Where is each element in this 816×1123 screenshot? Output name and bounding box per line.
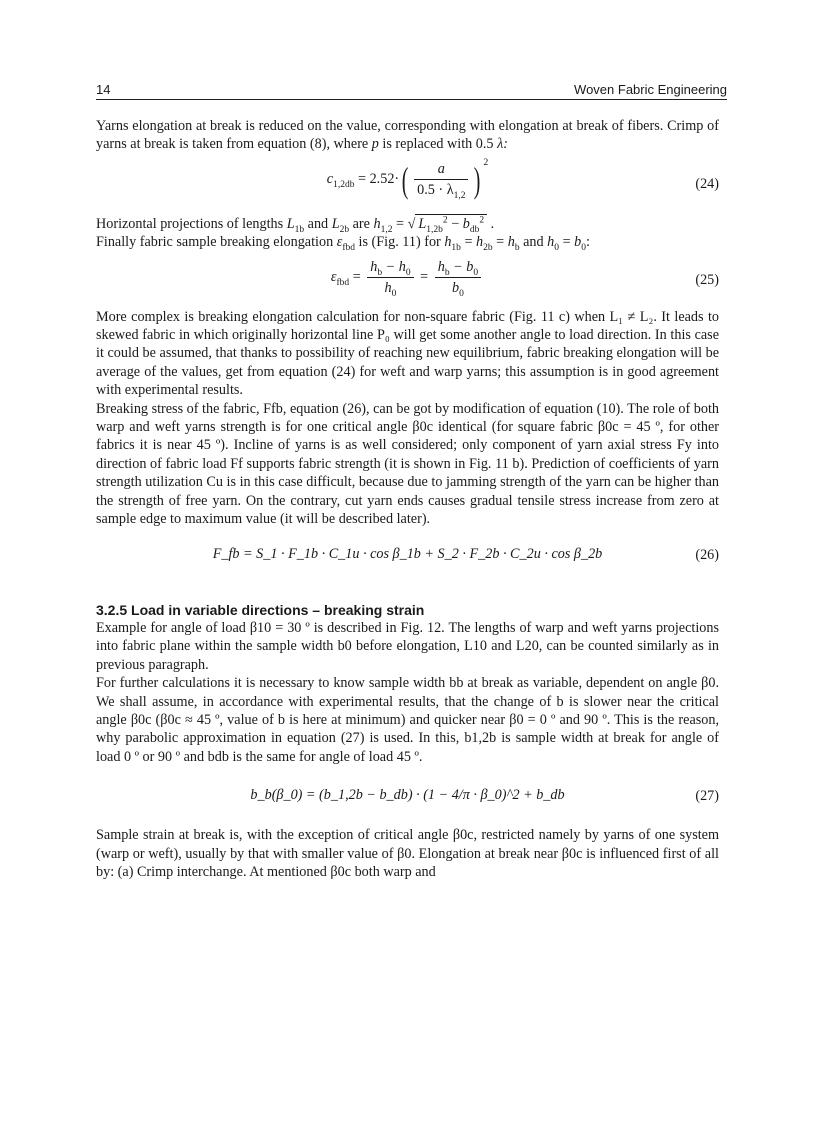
paragraph-4: More complex is breaking elongation calculation for non-square fabric (Fig. 11 c) when L₁ ≠ L₂. It leads to skewed fabric in which originally horizontal line P₀ will get some another angle to load direction. In this case it could be assumed, that thanks to possibility of reaching new equilibrium, fabric breaking elongation will be average of the values, get from equation (24) for weft and warp yarns; this assumption is in good agreement with experimental results. bbox=[96, 308, 719, 399]
paragraph-1: Yarns elongation at break is reduced on the value, corresponding with elongation at break of fibers. Crimp of yarns at break is taken from equation (8), where p is replaced with 0.5 λ: bbox=[96, 118, 719, 153]
section-heading: 3.2.5 Load in variable directions – breaking strain bbox=[96, 601, 425, 618]
paragraph-8: Sample strain at break is, with the exception of critical angle β0c, restricted namely by yarns of one system (warp or weft), usually by that with smaller value of β0. Elongation at break near β0c is influenced first of all by: (a) Crimp interchange. At mentioned β0c both warp and bbox=[96, 827, 719, 880]
page-body bbox=[96, 117, 719, 881]
equation-26: F_fb = S_1 · F_1b · C_1u · cos β_1b + S_2 · F_2b · C_2u · cos β_2b (26) bbox=[212, 545, 719, 563]
equation-number-24: (24) bbox=[695, 175, 719, 192]
page-header bbox=[96, 80, 727, 100]
paragraph-2: Horizontal projections of lengths $L_{1b}$ and $L_{2b}$ are $h_{1,2}$ = √ $L_{1,2b}^2 - b_{db}^2$ . bbox=[96, 215, 495, 235]
running-title: Woven Fabric Engineering bbox=[574, 82, 727, 97]
header-rule bbox=[96, 99, 727, 100]
paragraph-6: Example for angle of load β10 = 30 º is described in Fig. 12. The lengths of warp and weft yarns projections into fabric plane within the sample width b0 before elongation, L10 and L20, can be counted similarly as in previous paragraph. bbox=[96, 619, 719, 673]
equation-number-26: (26) bbox=[695, 546, 719, 563]
paragraph-5: Breaking stress of the fabric, Ffb, equation (26), can be got by modification of equation (10). The role of both warp and weft yarns strength is for one critical angle β0c identical (for square fabric β0c = 45 º, for other fabrics it is near 45 º). Incline of yarns is as well considered; only component of yarn axial stress Fy into direction of fabric load Ff supports fabric strength (it is shown in Fig. 11 b). Prediction of coefficients of yarn strength utilization Cu is in this case difficult, because due to jamming strength of the yarn can be higher than the strength of free yarn. On the contrary, cut yarn ends causes gradual tensile stress increase from zero at sample edge to maximum value (it will be described later). bbox=[96, 400, 719, 528]
equation-number-25: (25) bbox=[695, 271, 719, 288]
paragraph-7: For further calculations it is necessary to know sample width bb at break as variable, dependent on angle β0. We shall assume, in accordance with experimental results, that the change of b is slower near the critical angle β0c (β0c ≈ 45 º, value of b is here at minimum) and quicker near β0 = 0 º and 90 º. This is the reason, why parabolic approximation in equation (27) is used. In this, b1,2b is sample width at break for angle of load 0 º or 90 º and bdb is the same for angle of load 45 º. bbox=[96, 675, 719, 765]
equation-27: b_b(β_0) = (b_1,2b − b_db) · (1 − 4/π · β_0)^2 + b_db (27) bbox=[250, 787, 719, 804]
equation-24: $c_{1,2db} = 2.52\cdot$( $\frac{a}{0.5 \cdot \lambda_{1,2}}$ ) $^2$ (24) bbox=[326, 157, 719, 202]
paragraph-3: Finally fabric sample breaking elongation $\varepsilon_{fbd}$ is (Fig. 11) for $h_{1b} = h_{2b} = h_b$ and $h_0 = b_0$: bbox=[96, 234, 590, 254]
equation-25: $\varepsilon_{fbd}$ = $\frac{h_b - h_0}{h_0}$ = $\frac{h_b - b_0}{b_0}$ (25) bbox=[330, 258, 719, 299]
equation-number-27: (27) bbox=[695, 787, 719, 804]
page-number: 14 bbox=[96, 82, 111, 97]
